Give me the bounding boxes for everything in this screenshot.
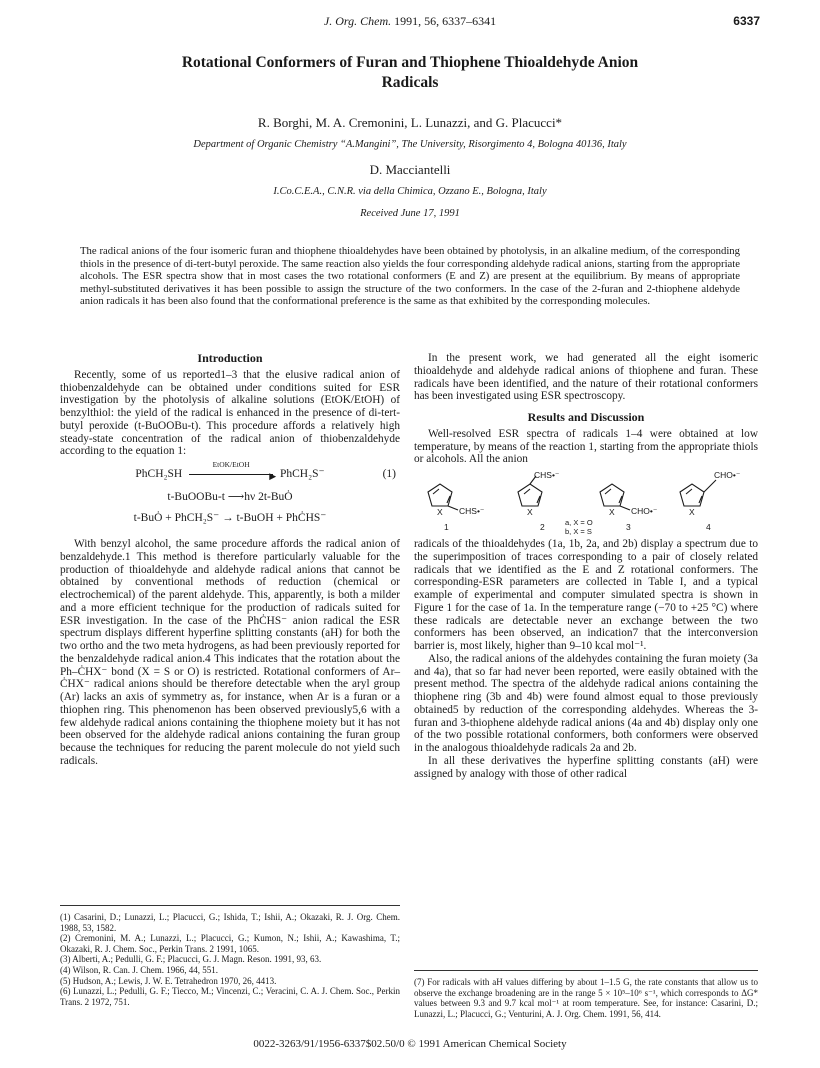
hetero-2: X [527, 507, 533, 517]
eq2-text: t-BuOOBu-t ⟶hν 2t-BuȮ [167, 491, 293, 503]
group-2: CHS•⁻ [534, 470, 560, 480]
footnote-2: (2) Cremonini, M. A.; Lunazzi, L.; Placucci, G.; Kumon, N.; Ishii, A.; Kawashima, T.; Okazaki, R. J. Chem. Soc., Perkin Trans. 2 1991, 1065. [60, 933, 400, 954]
eq1-arrow-label: EtOK/EtOH [212, 460, 250, 469]
left-column [60, 352, 400, 768]
eq1-reactant: PhCH₂SH [135, 468, 183, 480]
author-second: D. Macciantelli [369, 162, 451, 177]
hetero-1: X [437, 507, 443, 517]
hetero-3: X [609, 507, 615, 517]
eq3-text: t-BuȮ + PhCH₂S⁻ → t-BuOH + PhĊHS⁻ [133, 512, 327, 524]
footnotes-left [60, 905, 400, 1007]
label-3: 3 [626, 522, 631, 532]
footnote-1: (1) Casarini, D.; Lunazzi, L.; Placucci, G.; Ishida, T.; Ishii, A.; Okazaki, R. J. Org. Chem. 1988, 53, 1582. [60, 912, 400, 933]
running-head [60, 14, 760, 32]
copyright-footer: 0022-3263/91/1956-6337$02.50/0 © 1991 American Chemical Society [253, 1038, 567, 1050]
journal-name: J. Org. Chem. [323, 14, 392, 28]
equation-3 [60, 510, 400, 532]
structure-scheme [414, 470, 758, 536]
affiliation-1: Department of Organic Chemistry “A.Mangini”, The University, Risorgimento 4, Bologna 40136, Italy [193, 139, 627, 150]
bond-1 [448, 506, 458, 510]
footnote-3: (3) Alberti, A.; Pedulli, G. F.; Placucci, G. J. Magn. Reson. 1991, 93, 63. [60, 954, 322, 965]
equation-1 [60, 460, 400, 488]
ring-4 [680, 484, 704, 506]
title-line-1: Rotational Conformers of Furan and Thiophene Thioaldehyde Anion [181, 54, 639, 71]
eq1-product: PhCH₂S⁻ [279, 468, 325, 480]
label-4: 4 [706, 522, 711, 532]
volume-info: 1991, 56, 6337–6341 [394, 14, 497, 28]
right-paragraph-1: In the present work, we had generated all the eight isomeric thioaldehyde and aldehyde radical anions of thiophene and furan. These radicals have been identified, and the nature of their rotational conformers has been investigated using ESR spectroscopy. [414, 352, 758, 403]
legend-a: a, X = O [565, 518, 593, 527]
article-title [90, 53, 730, 93]
right-column [414, 352, 758, 780]
structures-svg [414, 470, 758, 536]
ring-2 [518, 484, 542, 506]
legend-b: b, X = S [565, 527, 592, 536]
received-date: Received June 17, 1991 [360, 208, 460, 219]
ring-1 [428, 484, 452, 506]
eq1-number: (1) [382, 468, 396, 480]
abstract: The radical anions of the four isomeric furan and thiophene thioaldehydes have been obtained by photolysis, in an alkaline medium, of the corresponding thiols in the presence of di-tert-butyl peroxide. The same reaction also yields the four corresponding aldehyde radical anions, starting from the appropriate alcohols. The ESR spectra show that in most cases the two rotational conformers (E and Z) are present at the equilibrium. By means of appropriate methyl-substituted derivatives it has been possible to assign the structure of the two conformers. In the case of the 2-furan and 2-thiophene aldehyde anion radicals it has been also found that the conformational preference is the same as that exhibited by the corresponding molecules. [80, 245, 740, 308]
affiliation-2: I.Co.C.E.A., C.N.R. via della Chimica, Ozzano E., Bologna, Italy [273, 186, 547, 197]
eq1-arrow: EtOK/EtOH ▶ [185, 468, 277, 481]
hetero-4: X [689, 507, 695, 517]
footnotes-right [414, 970, 758, 1019]
intro-paragraph-1: Recently, some of us reported1–3 that the elusive radical anion of thiobenzaldehyde can be obtained under conditions suited for ESR investigation by the photolysis of alkaline solutions (EtOK/EtOH) of benzylthiol: the yield of the radical is enhanced in the presence of di-tert-butyl peroxide (t-BuOOBu-t). This procedure affords a relatively high steady-state concentration of the radical anion of thiobenzaldehyde according to the equation 1: [60, 368, 400, 458]
label-2: 2 [540, 522, 545, 532]
bond-4 [704, 480, 716, 492]
right-paragraph-2: Well-resolved ESR spectra of radicals 1–4 were obtained at low temperature, by means of the reaction 1, starting from the appropriate thiols or alcohols. All the anion [414, 427, 758, 466]
intro-paragraph-2: With benzyl alcohol, the same procedure affords the radical anion of benzaldehyde.1 This method is therefore particularly valuable for the production of thioaldehyde and aldehyde radical anions that cannot be obtained by conventional methods of reduction (chemical or electrochemical) of the parent aldehyde. This, apparently, is both a milder and a more efficient technique for the production of radicals suited for ESR investigation. In the case of the PhĊHS⁻ anion radical the ESR spectrum displays different hyperfine splitting constants (aH) for both the two ortho and the two meta hydrogens, as had been previously reported for the benzaldehyde radical anion.4 This indicates that the rotation about the Ph–ĊHX⁻ bond (X = S or O) is restricted. Rotational conformers of Ar–ĊHX⁻ radical anions should be therefore detectable when the aryl group (Ar) lacks an axis of symmetry as, for instance, when Ar is a furan or a thiophen ring. This phenomenon has been observed previously5,6 with a few aldehyde radical anions containing the thiophene moiety but it has not been observed for the aldehyde radical anions containing the furan group because the techniques for reducing the parent molecule do not yield such radicals. [60, 538, 400, 767]
equation-2 [60, 488, 400, 510]
group-4: CHO•⁻ [714, 470, 741, 480]
label-1: 1 [444, 522, 449, 532]
page-number: 6337 [733, 14, 760, 28]
right-paragraph-5: In all these derivatives the hyperfine splitting constants (aH) were assigned by analogy with those of other radical [414, 754, 758, 780]
journal-citation [60, 14, 760, 29]
results-heading: Results and Discussion [527, 410, 645, 424]
footnote-7: (7) For radicals with aH values differing by about 1–1.5 G, the rate constants that allow us to observe the exchange broadening are in the range 5 × 10⁵–10⁶ s⁻¹, which corresponds to ΔG* values between 9.3 and 9.7 kcal mol⁻¹ at room temperature. See, for instance: Casarini, D.; Lunazzi, L.; Placucci, G.; Venturini, A. J. Org. Chem. 1991, 56, 414. [414, 977, 758, 1019]
footnote-6: (6) Lunazzi, L.; Pedulli, G. F.; Tiecco, M.; Vincenzi, C.; Veracini, C. A. J. Chem. Soc., Perkin Trans. 2 1972, 751. [60, 986, 400, 1007]
footnote-5: (5) Hudson, A.; Lewis, J. W. E. Tetrahedron 1970, 26, 4413. [60, 975, 277, 986]
author-list: R. Borghi, M. A. Cremonini, L. Lunazzi, and G. Placucci* [257, 115, 563, 130]
group-3: CHO•⁻ [631, 506, 658, 516]
introduction-heading: Introduction [197, 351, 263, 365]
ring-3 [600, 484, 624, 506]
right-paragraph-4: Also, the radical anions of the aldehydes containing the furan moiety (3a and 4a), that so far had never been reported, were easily obtained with the present method. The spectra of the aldehyde radical anions containing the thiophene ring (3b and 4b) were found almost equal to those previously obtained5 by reduction of the corresponding aldehydes. Whereas the 3-furan and 3-thiophene aldehyde radical anions (4a and 4b) display only one of the two possible rotational conformers, both conformers were observed in the analogous thioaldehyde radicals 2a and 2b. [414, 652, 758, 754]
title-line-2: Radicals [381, 74, 439, 91]
group-1: CHS•⁻ [459, 506, 485, 516]
footnote-4: (4) Wilson, R. Can. J. Chem. 1966, 44, 551. [60, 964, 218, 975]
right-paragraph-3: radicals of the thioaldehydes (1a, 1b, 2a, and 2b) display a spectrum due to the superimposition of traces corresponding to a pair of closely related radicals that we identified as the E and Z rotational conformers. The corresponding-ESR parameters are collected in Table I, and a typical example of experimental and computer simulated spectra is shown in Figure 1 for the case of 1a. In the temperature range (−70 to +25 °C) where these radicals are detectable never an exchange between the two conformers has been observed, an indication7 that the interconversion barrier is, most likely, higher than 9–10 kcal mol⁻¹. [414, 538, 758, 652]
bond-3 [620, 506, 630, 510]
